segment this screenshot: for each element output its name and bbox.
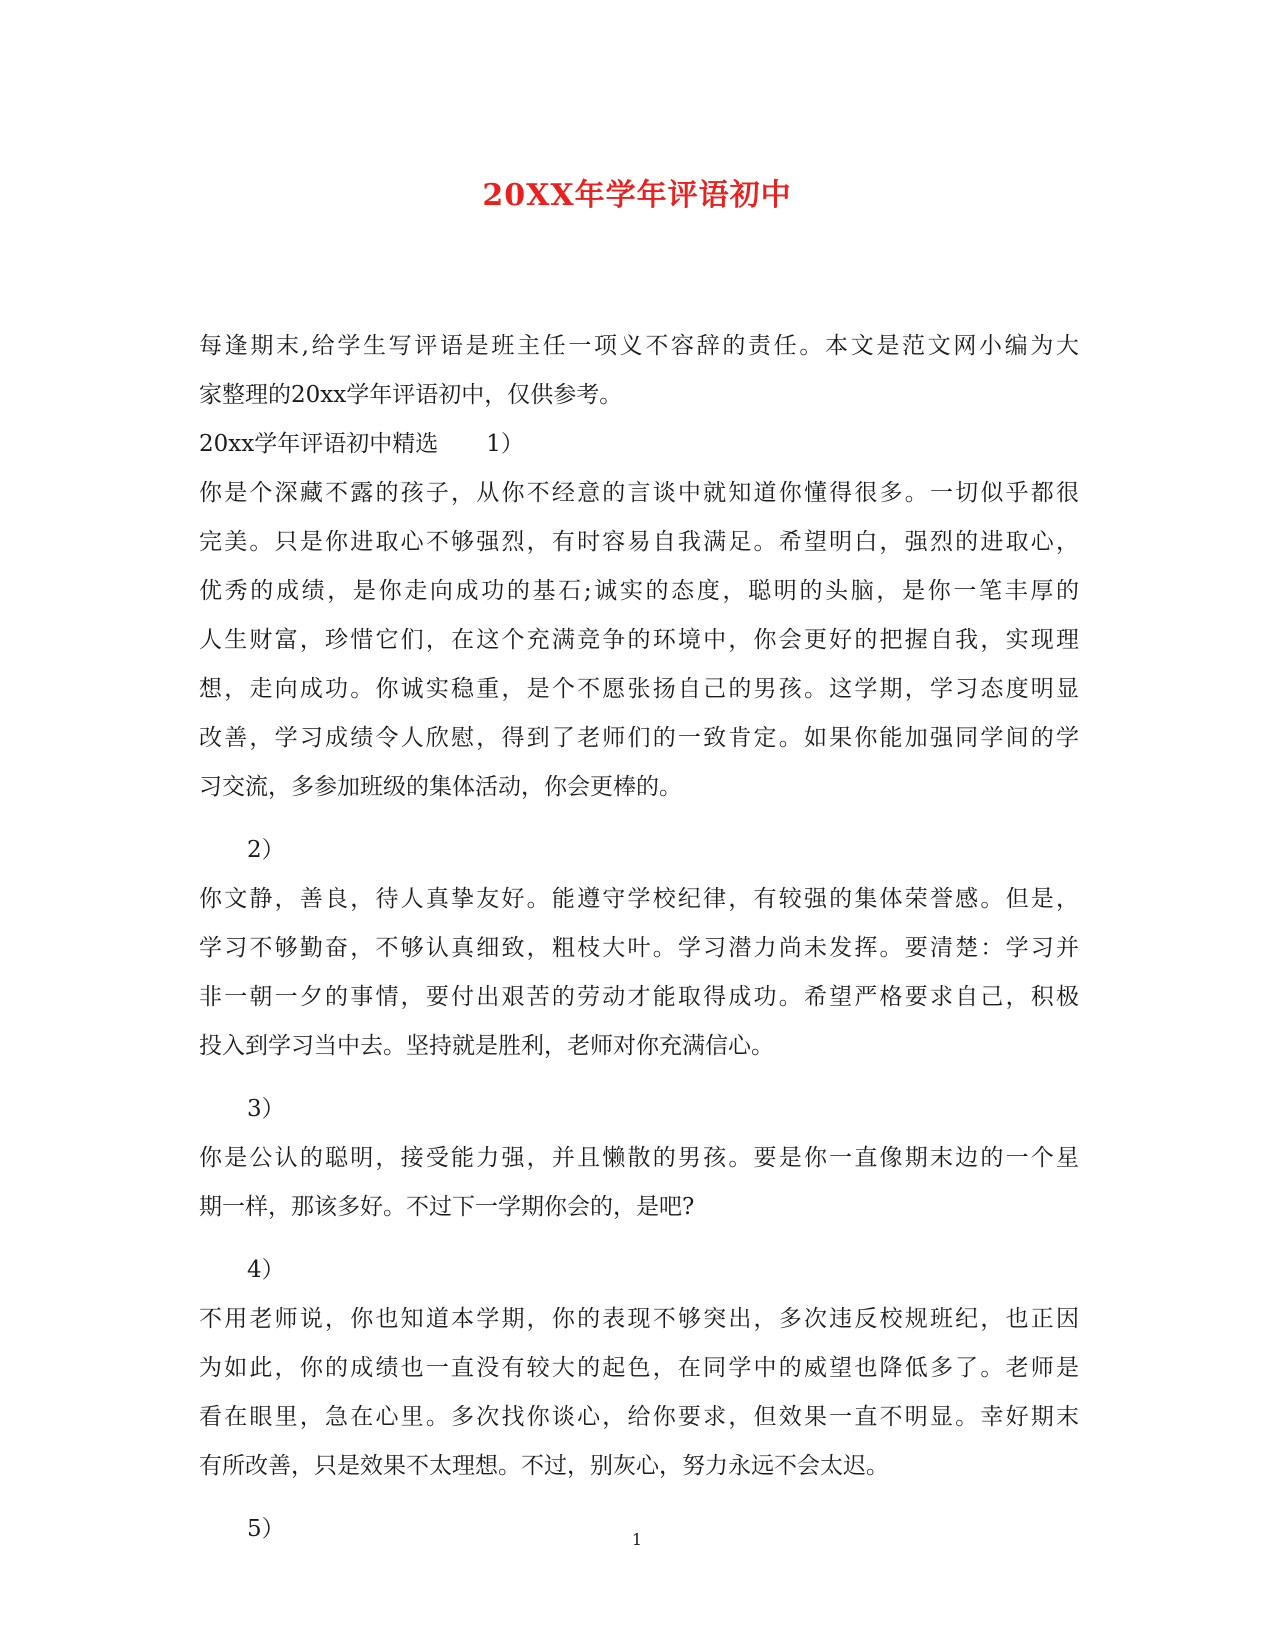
- section-heading-row: [199, 420, 1079, 469]
- document-title: 20XX年学年评语初中: [482, 178, 792, 213]
- comment-line: 不用老师说，你也知道本学期，你的表现不够突出，多次违反校规班纪，也正因: [199, 1306, 1079, 1332]
- comment-line: 改善，学习成绩令人欣慰，得到了老师们的一致肯定。如果你能加强同学间的学: [199, 725, 1079, 751]
- intro-line: 家整理的20xx学年评语初中，仅供参考。: [199, 382, 623, 408]
- section-heading: 20xx学年评语初中精选: [199, 431, 439, 457]
- comment-line: 优秀的成绩，是你走向成功的基石;诚实的态度，聪明的头脑，是你一笔丰厚的: [199, 578, 1079, 604]
- comment-line: 你是公认的聪明，接受能力强，并且懒散的男孩。要是你一直像期末边的一个星: [199, 1145, 1079, 1171]
- comment-line: 习交流，多参加班级的集体活动，你会更棒的。: [199, 774, 682, 800]
- comment-line: 完美。只是你进取心不够强烈，有时容易自我满足。希望明白，强烈的进取心，: [199, 529, 1079, 555]
- comment-line: 人生财富，珍惜它们，在这个充满竞争的环境中，你会更好的把握自我，实现理: [199, 627, 1079, 653]
- page-number: 1: [631, 1530, 643, 1549]
- comment-line: 你文静，善良，待人真挚友好。能遵守学校纪律，有较强的集体荣誉感。但是，: [199, 886, 1079, 912]
- comment-line: 为如此，你的成绩也一直没有较大的起色，在同学中的威望也降低多了。老师是: [199, 1355, 1079, 1381]
- item-number: 2）: [247, 837, 285, 863]
- comment-line: 想，走向成功。你诚实稳重，是个不愿张扬自己的男孩。这学期，学习态度明显: [199, 676, 1079, 702]
- comment-line: 你是个深藏不露的孩子，从你不经意的言谈中就知道你懂得很多。一切似乎都很: [199, 480, 1079, 506]
- item-number: 3）: [247, 1096, 285, 1122]
- item-number: 5）: [247, 1516, 285, 1542]
- comment-line: 学习不够勤奋，不够认真细致，粗枝大叶。学习潜力尚未发挥。要清楚：学习并: [199, 935, 1079, 961]
- document-body: [199, 322, 1079, 1554]
- item-number: 1）: [486, 431, 524, 457]
- comment-line: 有所改善，只是效果不太理想。不过，别灰心，努力永远不会太迟。: [199, 1453, 889, 1479]
- intro-line: 每逢期末,给学生写评语是班主任一项义不容辞的责任。本文是范文网小编为大: [199, 333, 1079, 359]
- comment-line: 投入到学习当中去。坚持就是胜利，老师对你充满信心。: [199, 1033, 774, 1059]
- item-number: 4）: [247, 1257, 285, 1283]
- comment-line: 期一样，那该多好。不过下一学期你会的，是吧?: [199, 1194, 695, 1220]
- comment-line: 看在眼里，急在心里。多次找你谈心，给你要求，但效果一直不明显。幸好期末: [199, 1404, 1079, 1430]
- comment-line: 非一朝一夕的事情，要付出艰苦的劳动才能取得成功。希望严格要求自己，积极: [199, 984, 1079, 1010]
